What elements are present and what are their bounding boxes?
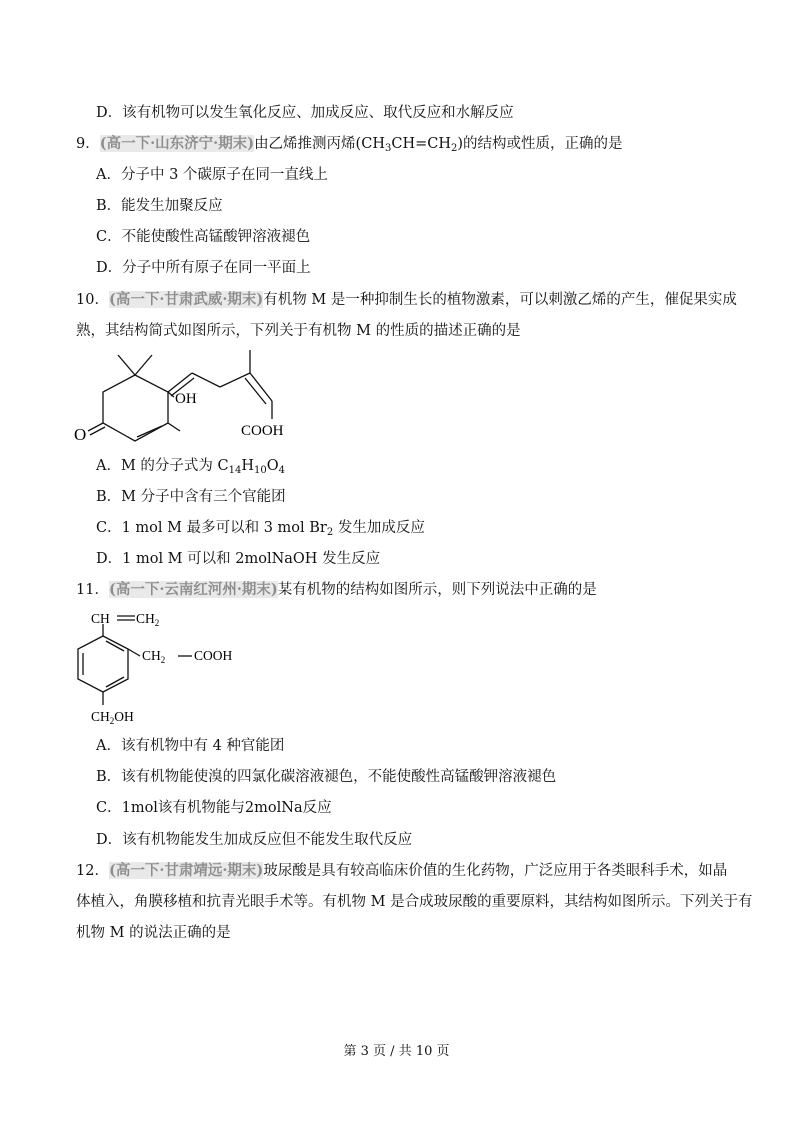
q10-option-b: B．M 分子中含有三个官能团 <box>96 489 286 505</box>
q10-option-a-h: H <box>241 458 255 474</box>
q9-source-tag: (高一下·山东济宁·期末) <box>99 135 255 152</box>
q12-stem-line2: 体植入，角膜移植和抗青光眼手术等。有机物 M 是合成玻尿酸的重要原料，其结构如图所示。下列关于有 <box>76 894 753 910</box>
q10-option-a-o: O <box>266 458 279 474</box>
q10-option-c-text: C．1 mol M 最多可以和 3 mol Br <box>96 520 327 536</box>
q12-source-tag: (高一下·甘肃靖远·期末) <box>108 862 264 879</box>
q10-option-a-sub-c: 14 <box>228 465 242 476</box>
q12-stem-line1 <box>76 861 727 881</box>
q9-stem-text-a: 由乙烯推测丙烯(CH <box>254 136 385 152</box>
q11-option-b: B．该有机物能使溴的四氯化碳溶液褪色，不能使酸性高锰酸钾溶液褪色 <box>96 769 557 785</box>
q10-number: 10． <box>76 292 109 308</box>
q11-source-tag: (高一下·云南红河州·期末) <box>108 581 278 598</box>
q11-vinyl-ch: CH <box>91 611 110 626</box>
q11-stem-text: 某有机物的结构如图所示，则下列说法中正确的是 <box>277 582 597 598</box>
q11-ch2oh-sub: 2 <box>109 716 115 726</box>
q10-option-a-sub-o: 4 <box>278 465 286 476</box>
q9-stem-text-b: CH=CH <box>391 136 451 152</box>
q11-ch2-sub: 2 <box>160 655 166 665</box>
q11-ch2oh-label <box>91 709 134 726</box>
q9-option-d: D．分子中所有原子在同一平面上 <box>96 260 311 276</box>
q9-option-c: C．不能使酸性高锰酸钾溶液褪色 <box>96 229 311 245</box>
q9-stem <box>76 134 623 154</box>
q12-number: 12． <box>76 863 109 879</box>
q9-stem-text-c: )的结构或性质，正确的是 <box>457 136 623 152</box>
q10-source-tag: (高一下·甘肃武威·期末) <box>108 291 264 308</box>
q12-stem-text-1: 玻尿酸是具有较高临床价值的生化药物，广泛应用于各类眼科手术，如晶 <box>263 863 728 879</box>
q10-stem-text-1: 有机物 M 是一种抑制生长的植物激素，可以刺激乙烯的产生，催促果实成 <box>263 292 737 308</box>
q10-option-d: D．1 mol M 可以和 2molNaOH 发生反应 <box>96 551 381 567</box>
q10-option-c-text-end: 发生加成反应 <box>333 520 425 536</box>
q11-ch2-label <box>142 648 165 665</box>
q10-option-a-text: A．M 的分子式为 C <box>96 458 229 474</box>
q10-ketone-o-label: O <box>74 425 87 444</box>
q11-cooh-label: COOH <box>194 648 233 663</box>
q11-vinyl-ch-label <box>91 611 110 626</box>
q11-option-d: D．该有机物能发生加成反应但不能发生取代反应 <box>96 832 413 848</box>
q11-number: 11． <box>76 582 109 598</box>
q10-option-a-sub-h: 10 <box>254 465 267 476</box>
q9-option-a: A．分子中 3 个碳原子在同一直线上 <box>96 167 328 183</box>
q9-sub-2: 2 <box>450 143 458 154</box>
q9-sub-3: 3 <box>384 143 392 154</box>
q10-stem-line1 <box>76 290 737 310</box>
q11-ch2oh-oh: OH <box>114 709 134 724</box>
page-footer: 第 3 页 / 共 10 页 <box>343 1044 450 1059</box>
q11-stem <box>76 580 597 600</box>
q10-option-c <box>96 518 425 538</box>
q10-structure-diagram <box>70 345 310 445</box>
q10-option-c-sub: 2 <box>326 527 334 538</box>
q11-structure-diagram <box>70 604 250 729</box>
q10-cooh-label: COOH <box>241 423 284 439</box>
q11-vinyl-ch2-ch: CH <box>136 611 155 626</box>
q11-option-a: A．该有机物中有 4 种官能团 <box>96 738 285 754</box>
q11-vinyl-ch2-label <box>136 611 159 628</box>
q11-vinyl-ch2-sub: 2 <box>154 618 160 628</box>
q8-option-d: D．该有机物可以发生氧化反应、加成反应、取代反应和水解反应 <box>96 105 514 121</box>
q10-stem-line2: 熟，其结构简式如图所示，下列关于有机物 M 的性质的描述正确的是 <box>76 323 521 339</box>
q11-ch2oh-ch: CH <box>91 709 110 724</box>
q11-ch2-ch: CH <box>142 648 161 663</box>
q9-option-b: B．能发生加聚反应 <box>96 198 223 214</box>
q10-option-a <box>96 456 285 476</box>
q11-option-c: C．1mol该有机物能与2molNa反应 <box>96 800 332 816</box>
q9-number: 9． <box>76 136 100 152</box>
q10-oh-label: OH <box>175 391 197 407</box>
q12-stem-line3: 机物 M 的说法正确的是 <box>76 925 231 941</box>
